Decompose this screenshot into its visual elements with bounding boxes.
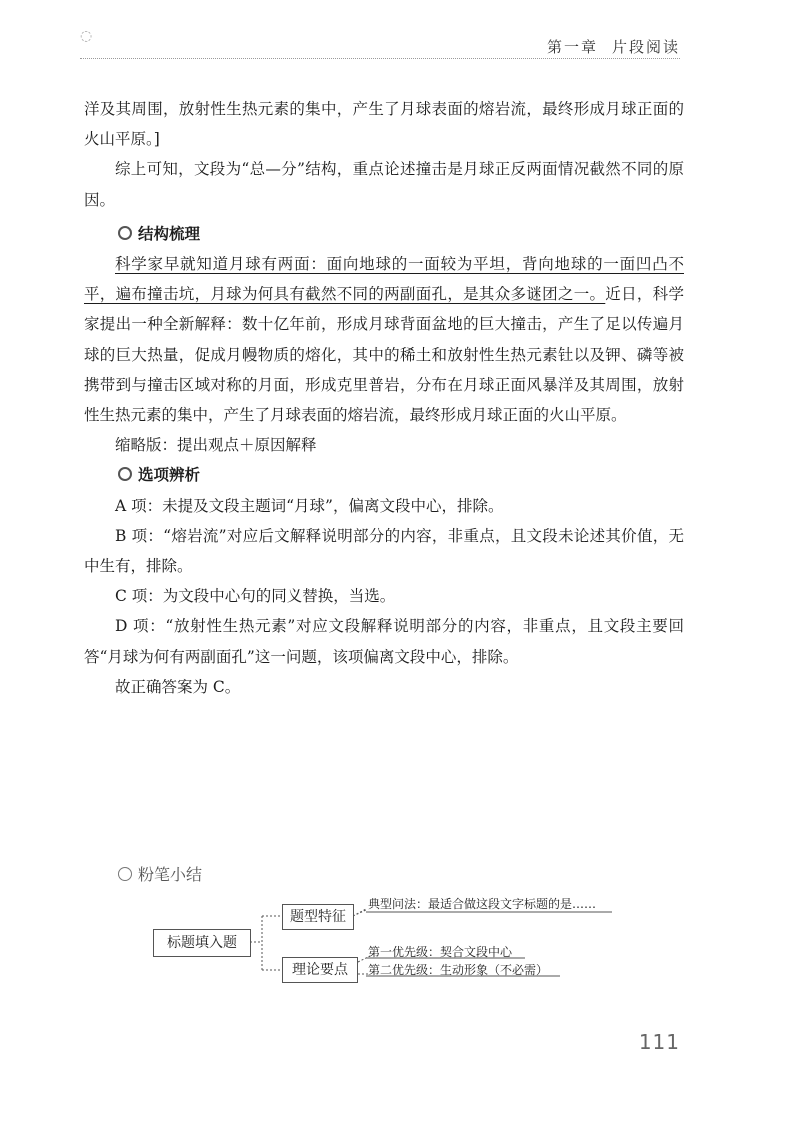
underlined-thesis: 科学家早就知道月球有两面：面向地球的一面较为平坦，背向地球的一面凹凸不平，遍布撞击坑，月球为何具有截然不同的两副面孔，是其众多谜团之一。	[84, 255, 684, 304]
mind-map-priority-2: 第二优先级：生动形象（不必需）	[368, 963, 549, 977]
option-d: D 项：“放射性生热元素”对应文段解释说明部分的内容，非重点，且文段主要回答“月球为何有两副面孔”这一问题，该项偏离文段中心，排除。	[84, 617, 684, 666]
section-options-title: 选项辨析	[84, 460, 684, 490]
page-number: 111	[638, 1030, 680, 1054]
option-a: A 项：未提及文段主题词“月球”，偏离文段中心，排除。	[115, 496, 504, 515]
paragraph-conclusion: 综上可知，文段为“总—分”结构，重点论述撞击是月球正反两面情况截然不同的原因。	[84, 160, 684, 209]
mind-map-branch-type: 题型特征	[282, 904, 354, 930]
mind-map-root: 标题填入题	[153, 929, 251, 957]
chapter-number: 第一章	[546, 38, 598, 56]
chalk-summary-title: 粉笔小结	[118, 862, 202, 885]
section-structure-title: 结构梳理	[84, 219, 684, 249]
option-b: B 项：“熔岩流”对应后文解释说明部分的内容，非重点，且文段未论述其价值，无中生有，排除。	[84, 526, 684, 576]
mind-map-priority-1: 第一优先级：契合文段中心	[368, 945, 513, 959]
mind-map-type-text: 典型问法：最适合做这段文字标题的是……	[368, 897, 597, 911]
answer: 故正确答案为 C。	[115, 677, 241, 696]
structure-summary: 缩略版：提出观点＋原因解释	[115, 436, 317, 455]
mind-map-branch-theory: 理论要点	[282, 957, 358, 983]
chapter-section: 片段阅读	[611, 38, 680, 56]
structure-explanation: 近日，科学家提出一种全新解释：数十亿年前，形成月球背面盆地的巨大撞击，产生了足以传遍月球的巨大热量，促成月幔物质的熔化，其中的稀土和放射性生热元素钍以及钾、磷等被携带到与撞击区域对称的月面，形成克里普岩，分布在月球正面风暴洋及其周围，放射性生热元素的集中，产生了月球表面的熔岩流，最终形成月球正面的火山平原。	[84, 285, 684, 425]
option-c: C 项：为文段中心句的同义替换，当选。	[115, 587, 396, 606]
scan-mark-icon: ◌	[80, 28, 93, 44]
paragraph-continuation: 洋及其周围，放射性生热元素的集中，产生了月球表面的熔岩流，最终形成月球正面的火山平原。]	[84, 100, 684, 149]
